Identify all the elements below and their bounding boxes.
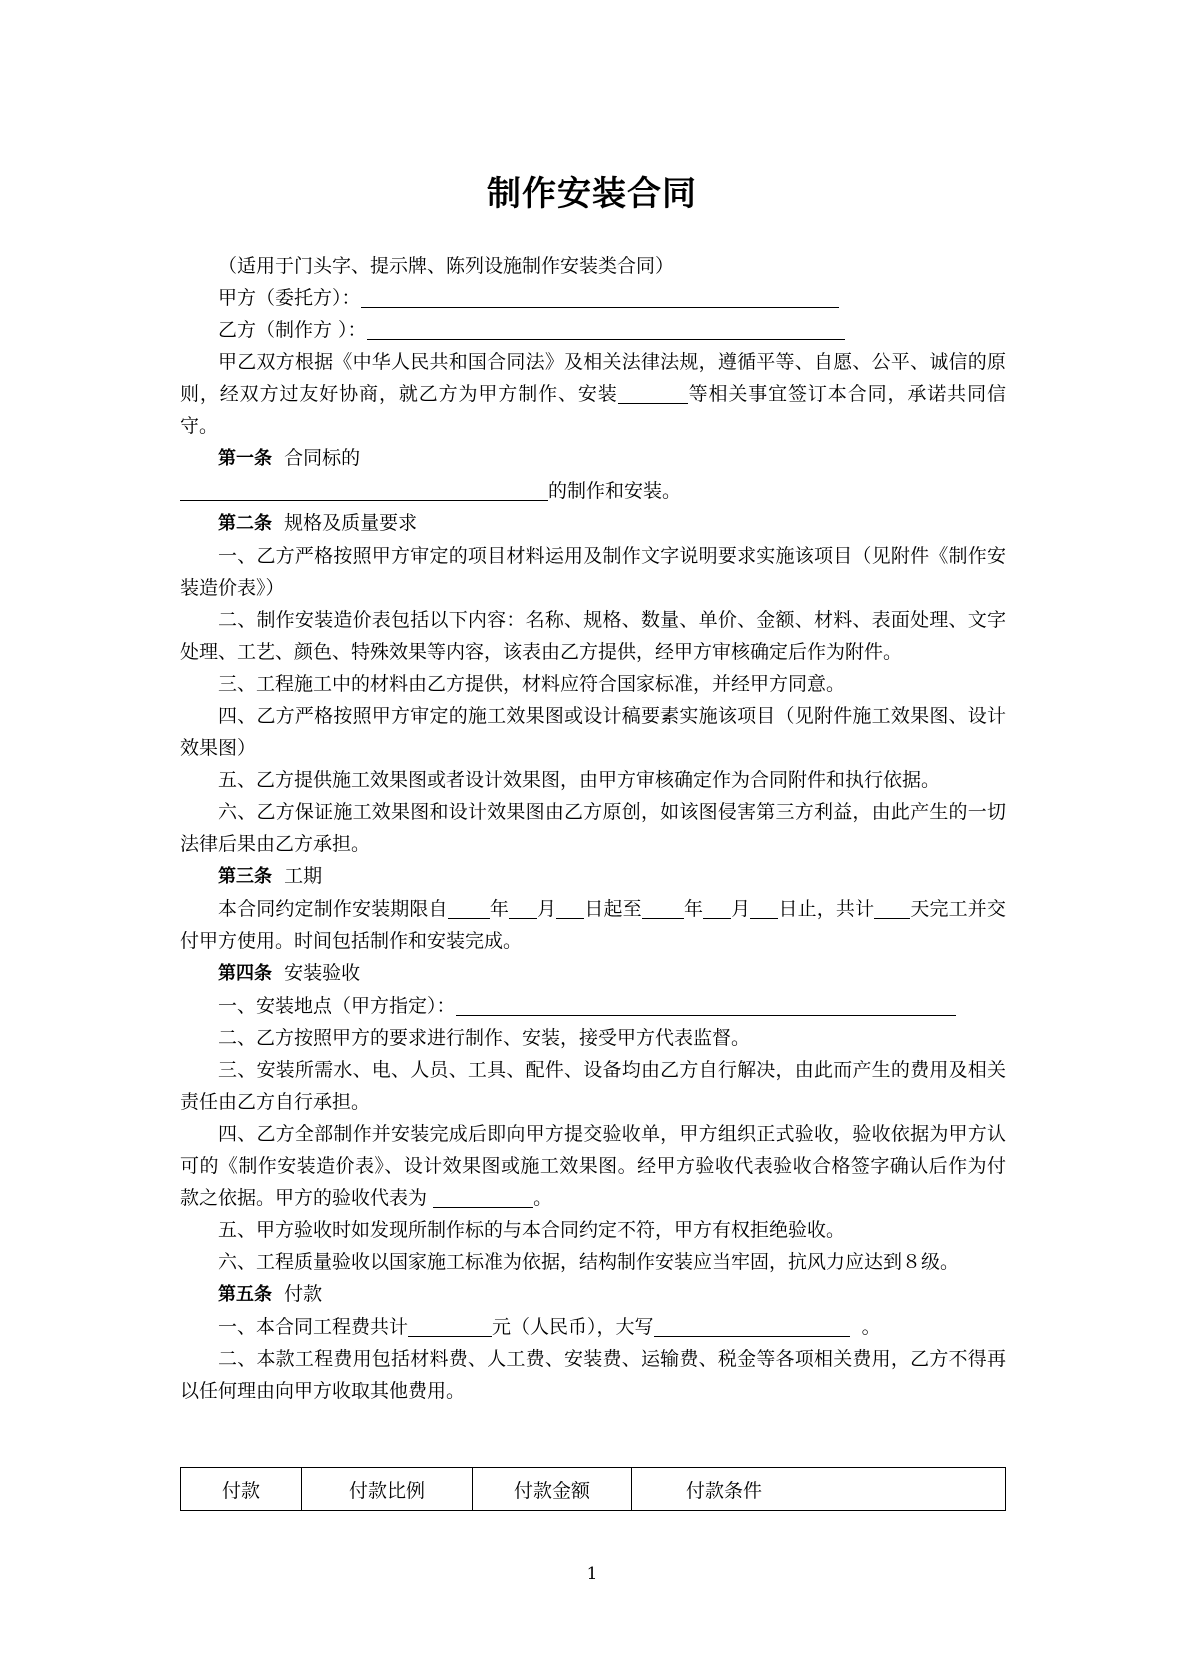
acceptance-end: 。 — [533, 1187, 553, 1209]
article-1-heading — [180, 442, 1006, 475]
article-4-item: 六、工程质量验收以国家施工标准为依据，结构制作安装应当牢固，抗风力应达到８级。 — [218, 1251, 960, 1273]
install-place-label: 一、安装地点（甲方指定）： — [218, 995, 456, 1017]
fee-end: 。 — [861, 1316, 881, 1338]
preamble-item-blank — [618, 383, 688, 404]
page-number: 1 — [586, 1564, 598, 1584]
fee-capital-blank — [654, 1316, 850, 1337]
article-2-item: 四、乙方严格按照甲方审定的施工效果图或设计稿要素实施该项目（见附件施工效果图、设计效果图） — [180, 705, 1006, 759]
day-from-label: 日起至 — [584, 898, 642, 920]
preamble — [180, 346, 1006, 442]
article-2-title: 规格及质量要求 — [284, 512, 418, 534]
payment-table — [180, 1467, 1006, 1511]
start-day-blank — [556, 898, 584, 919]
article-5-fee — [180, 1311, 1006, 1343]
start-year-blank — [448, 898, 490, 919]
party-b-label: 乙方（制作方 ）： — [218, 319, 367, 341]
scope-note: （适用于门头字、提示牌、陈列设施制作安装类合同） — [218, 255, 675, 277]
article-4-heading — [180, 957, 1006, 990]
month-label: 月 — [536, 898, 557, 920]
contract-body — [180, 250, 1006, 1407]
article-2-item: 一、乙方严格按照甲方审定的项目材料运用及制作文字说明要求实施该项目（见附件《制作安装造价表》） — [180, 545, 1006, 599]
start-month-blank — [509, 898, 537, 919]
subject-blank — [180, 480, 548, 501]
term-intro: 本合同约定制作安装期限自 — [218, 898, 448, 920]
party-a-label: 甲方（委托方）： — [218, 287, 361, 309]
article-3-heading — [180, 860, 1006, 893]
preamble-part-2: 等相关事宜签订本合同，承诺共同信守。 — [180, 383, 1006, 437]
article-4-item — [180, 1118, 1006, 1214]
table-row — [181, 1468, 1006, 1511]
party-b-line — [180, 314, 1006, 346]
install-place-line — [180, 990, 1006, 1022]
article-3-label: 第三条 — [218, 866, 272, 887]
year-label: 年 — [489, 898, 509, 920]
install-place-blank — [456, 995, 956, 1016]
party-b-blank — [367, 319, 845, 340]
end-month-blank — [703, 898, 731, 919]
article-1-label: 第一条 — [218, 448, 272, 469]
article-5-heading — [180, 1278, 1006, 1311]
article-1-title: 合同标的 — [284, 447, 361, 469]
article-5-title: 付款 — [284, 1283, 323, 1305]
table-header-cell: 付款条件 — [632, 1468, 1006, 1511]
article-2-item: 三、工程施工中的材料由乙方提供，材料应符合国家标准，并经甲方同意。 — [218, 673, 846, 695]
article-2-item: 五、乙方提供施工效果图或者设计效果图，由甲方审核确定作为合同附件和执行依据。 — [218, 769, 941, 791]
day-to-label: 日止，共计 — [778, 898, 875, 920]
total-days-blank — [874, 898, 910, 919]
end-day-blank — [750, 898, 778, 919]
article-4-item: 五、甲方验收时如发现所制作标的与本合同约定不符，甲方有权拒绝验收。 — [218, 1219, 846, 1241]
article-2-item: 二、制作安装造价表包括以下内容：名称、规格、数量、单价、金额、材料、表面处理、文字处理、工艺、颜色、特殊效果等内容，该表由乙方提供，经甲方审核确定后作为附件。 — [180, 609, 1006, 663]
party-a-line — [180, 282, 1006, 314]
article-1-content: 的制作和安装。 — [548, 480, 682, 502]
article-5-label: 第五条 — [218, 1284, 272, 1305]
article-5-item: 二、本款工程费用包括材料费、人工费、安装费、运输费、税金等各项相关费用，乙方不得再以任何理由向甲方收取其他费用。 — [180, 1348, 1006, 1402]
table-header-cell: 付款 — [181, 1468, 302, 1511]
article-1-text — [180, 475, 1006, 507]
term-end: 天完工并交付甲方使用。时间包括制作和安装完成。 — [180, 898, 1006, 952]
table-header-cell: 付款比例 — [302, 1468, 473, 1511]
document-title: 制作安装合同 — [487, 174, 697, 214]
party-a-blank — [361, 287, 839, 308]
article-2-heading — [180, 507, 1006, 540]
fee-capital-label: 元（人民币），大写 — [492, 1316, 654, 1338]
acceptance-rep-blank — [433, 1187, 533, 1208]
year-label: 年 — [683, 898, 704, 920]
article-3-title: 工期 — [284, 865, 323, 887]
article-2-label: 第二条 — [218, 513, 272, 534]
fee-amount-blank — [408, 1316, 492, 1337]
article-2-item: 六、乙方保证施工效果图和设计效果图由乙方原创，如该图侵害第三方利益，由此产生的一切法律后果由乙方承担。 — [180, 801, 1006, 855]
fee-label: 一、本合同工程费共计 — [218, 1316, 409, 1338]
article-4-item: 二、乙方按照甲方的要求进行制作、安装，接受甲方代表监督。 — [218, 1027, 751, 1049]
article-3-term — [180, 893, 1006, 957]
month-label: 月 — [731, 898, 751, 920]
acceptance-text: 四、乙方全部制作并安装完成后即向甲方提交验收单，甲方组织正式验收，验收依据为甲方认可的《制作安装造价表》、设计效果图或施工效果图。经甲方验收代表验收合格签字确认后作为付款之依据。甲方的验收代表为 — [180, 1123, 1006, 1209]
article-4-title: 安装验收 — [284, 962, 361, 984]
preamble-part-1: 甲乙双方根据《中华人民共和国合同法》及相关法律法规，遵循平等、自愿、公平、诚信的原则，经双方过友好协商，就乙方为甲方制作、安装 — [180, 351, 1006, 405]
article-4-label: 第四条 — [218, 963, 272, 984]
table-header-cell: 付款金额 — [473, 1468, 632, 1511]
end-year-blank — [642, 898, 684, 919]
article-4-item: 三、安装所需水、电、人员、工具、配件、设备均由乙方自行解决，由此而产生的费用及相关责任由乙方自行承担。 — [180, 1059, 1006, 1113]
